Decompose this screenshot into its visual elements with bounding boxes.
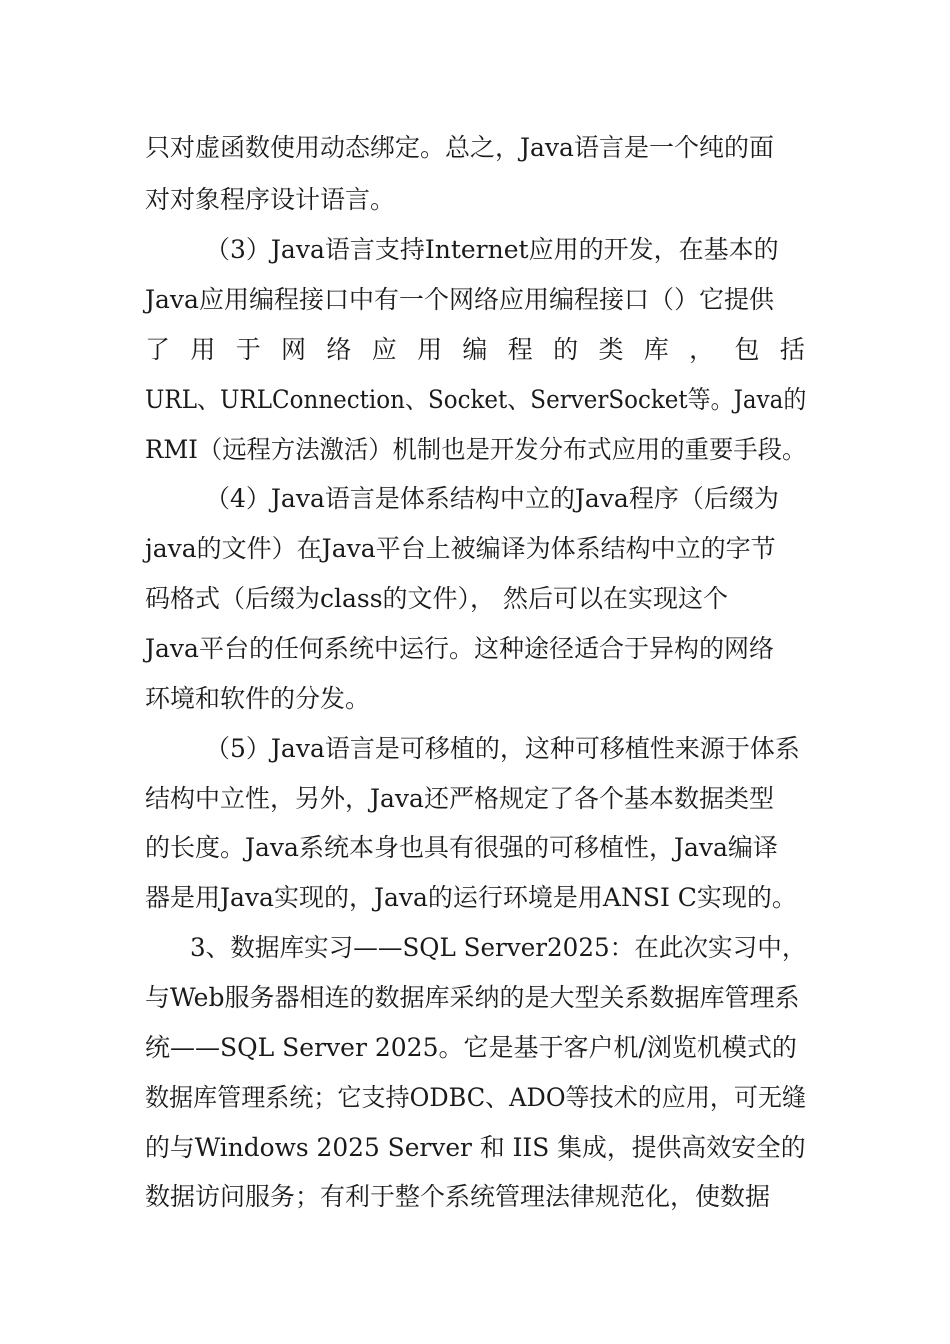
text-line-6: URL、URLConnection、Socket、ServerSocket等。Java的 [145, 385, 807, 414]
justified-char: 库 [643, 335, 669, 364]
justified-char: 应 [371, 335, 397, 364]
text-line-7: RMI（远程方法激活）机制也是开发分布式应用的重要手段。 [145, 435, 807, 464]
text-line-11: Java平台的任何系统中运行。这种途径适合于异构的网络 [145, 634, 774, 663]
text-line-1: 只对虚函数使用动态绑定。总之，Java语言是一个纯的面 [145, 133, 774, 162]
text-line-9: java的文件）在Java平台上被编译为体系结构中立的字节 [145, 534, 776, 563]
text-line-3: （3）Java语言支持Internet应用的开发，在基本的 [205, 235, 779, 264]
text-line-8: （4）Java语言是体系结构中立的Java程序（后缀为 [205, 484, 779, 513]
justified-char: 程 [507, 335, 533, 364]
text-line-18: 与Web服务器相连的数据库采纳的是大型关系数据库管理系 [145, 983, 800, 1012]
text-line-14: 结构中立性，另外，Java还严格规定了各个基本数据类型 [145, 784, 774, 813]
text-line-4: Java应用编程接口中有一个网络应用编程接口（）它提供 [145, 285, 774, 314]
text-line-21: 的与Windows 2025 Server 和 IIS 集成，提供高效安全的 [145, 1133, 806, 1162]
justified-char: 的 [553, 335, 579, 364]
text-line-12: 环境和软件的分发。 [145, 684, 371, 713]
justified-char: 络 [326, 335, 352, 364]
justified-char: ， [689, 335, 715, 364]
justified-char: 用 [417, 335, 443, 364]
text-line-15: 的长度。Java系统本身也具有很强的可移植性，Java编译 [145, 833, 778, 862]
text-line-10: 码格式（后缀为class的文件）， 然后可以在实现这个 [145, 584, 729, 613]
text-line-20: 数据库管理系统；它支持ODBC、ADO等技术的应用，可无缝 [145, 1083, 807, 1112]
justified-char: 编 [462, 335, 488, 364]
text-line-19: 统——SQL Server 2025。它是基于客户机/浏览机模式的 [145, 1033, 797, 1062]
text-line-17: 3、数据库实习——SQL Server2025：在此次实习中， [190, 933, 807, 962]
justified-char: 网 [281, 335, 307, 364]
justified-char: 包 [734, 335, 760, 364]
justified-char: 类 [598, 335, 624, 364]
text-line-13: （5）Java语言是可移植的，这种可移植性来源于体系 [205, 734, 800, 763]
justified-char: 于 [235, 335, 261, 364]
text-line-16: 器是用Java实现的，Java的运行环境是用ANSI C实现的。 [145, 883, 797, 912]
justified-char: 用 [190, 335, 216, 364]
text-line-5 [145, 333, 805, 367]
text-line-2: 对对象程序设计语言。 [145, 185, 396, 214]
text-line-22: 数据访问服务；有利于整个系统管理法律规范化，使数据 [145, 1182, 771, 1211]
justified-char: 括 [779, 335, 805, 364]
justified-char: 了 [145, 335, 171, 364]
